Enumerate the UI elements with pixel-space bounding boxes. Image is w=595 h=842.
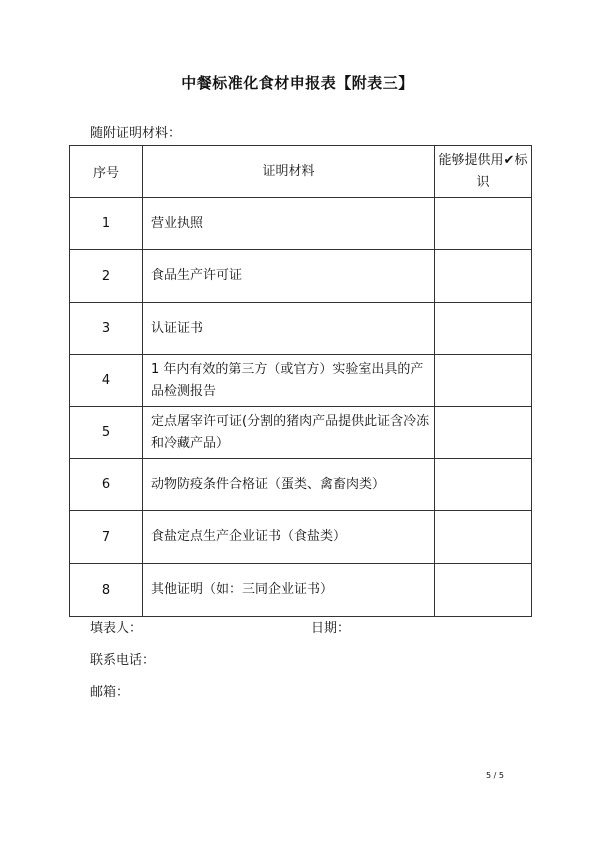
header-material: 证明材料 [143,146,435,198]
row-material: 定点屠宰许可证(分割的猪肉产品提供此证含冷冻和冷藏产品） [143,407,435,459]
table-row [70,459,532,511]
table-row [70,355,532,407]
materials-table [69,145,532,617]
header-no: 序号 [70,146,143,198]
table-row [70,250,532,303]
email-label: 邮箱： [90,685,130,700]
row-no: 2 [70,250,143,303]
row-material: 食品生产许可证 [143,250,435,303]
attachments-caption: 随附证明材料： [90,126,182,141]
filler-label: 填表人： [90,621,143,636]
row-no: 1 [70,198,143,250]
table-row [70,303,532,355]
row-check-cell[interactable] [435,564,532,617]
row-material: 食盐定点生产企业证书（食盐类） [143,511,435,564]
table-row [70,198,532,250]
row-check-cell[interactable] [435,511,532,564]
row-no: 7 [70,511,143,564]
form-title: 中餐标准化食材申报表【附表三】 [181,74,414,92]
row-no: 8 [70,564,143,617]
row-material: 认证证书 [143,303,435,355]
row-check-cell[interactable] [435,198,532,250]
row-no: 5 [70,407,143,459]
row-check-cell[interactable] [435,407,532,459]
row-check-cell[interactable] [435,303,532,355]
row-material: 营业执照 [143,198,435,250]
row-no: 4 [70,355,143,407]
row-check-cell[interactable] [435,459,532,511]
table-row [70,511,532,564]
row-material: 动物防疫条件合格证（蛋类、禽畜肉类） [143,459,435,511]
row-no: 3 [70,303,143,355]
row-material: 其他证明（如：三同企业证书） [143,564,435,617]
row-material: 1 年内有效的第三方（或官方）实验室出具的产品检测报告 [143,355,435,407]
header-check: 能够提供用✔标识 [435,146,532,198]
table-row [70,407,532,459]
table-header-row [70,146,532,198]
row-no: 6 [70,459,143,511]
date-label: 日期： [311,621,351,636]
page-number: 5 / 5 [486,771,504,780]
row-check-cell[interactable] [435,250,532,303]
row-check-cell[interactable] [435,355,532,407]
phone-label: 联系电话： [90,653,156,668]
table-row [70,564,532,617]
